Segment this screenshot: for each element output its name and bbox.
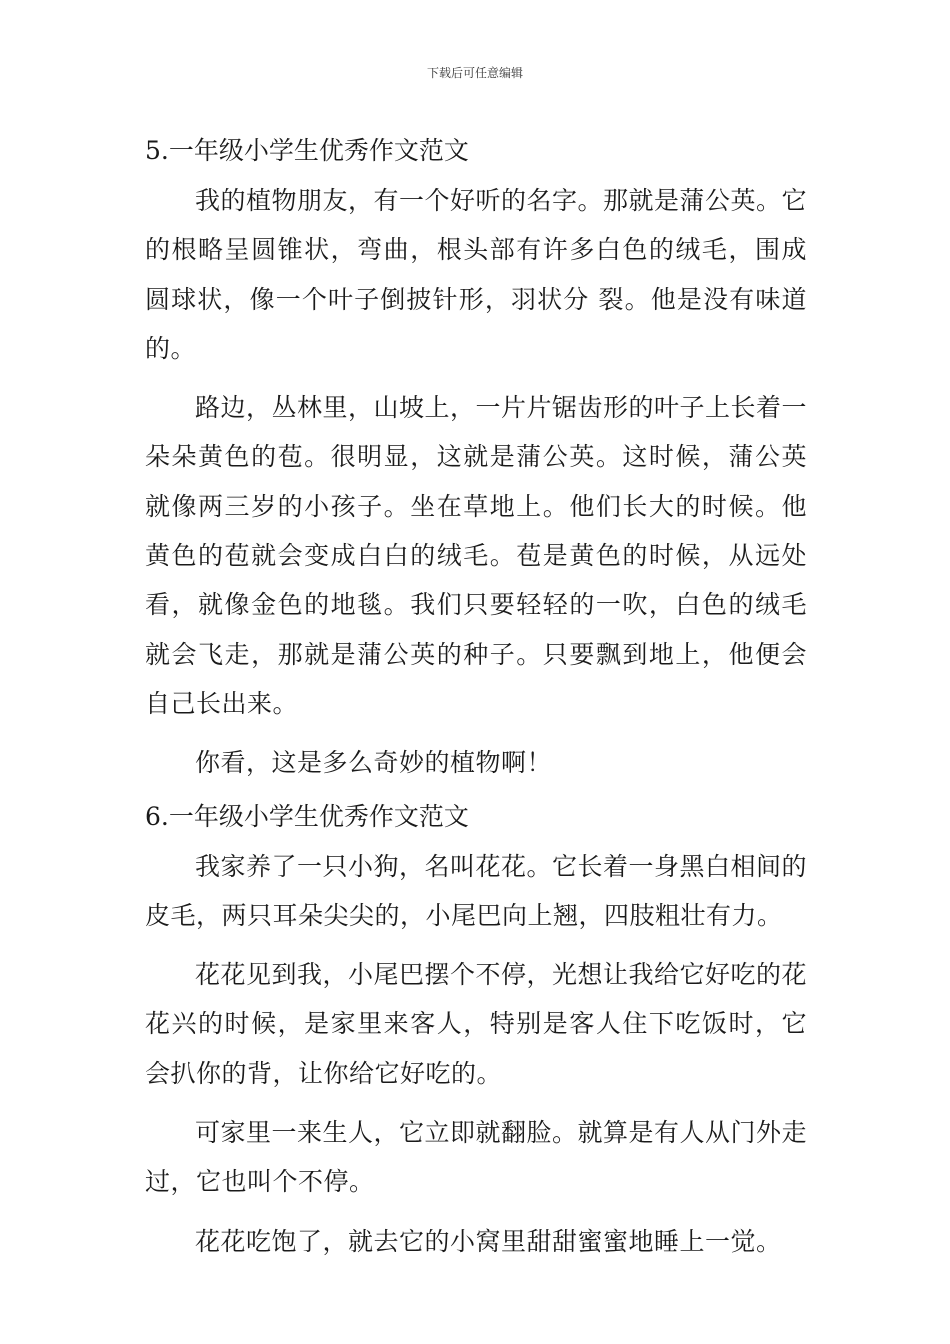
paragraph: 我家养了一只小狗，名叫花花。它长着一身黑白相间的皮毛，两只耳朵尖尖的，小尾巴向上翘，四肢粗壮有力。 <box>145 851 808 930</box>
essay-section-5 <box>145 126 807 788</box>
paragraph: 你看，这是多么奇妙的植物啊！ <box>195 748 553 778</box>
paragraph: 花花吃饱了，就去它的小窝里甜甜蜜蜜地睡上一觉。 <box>195 1226 782 1256</box>
section-heading: 5.一年级小学生优秀作文范文 <box>145 136 469 165</box>
paragraph: 可家里一来生人，它立即就翻脸。就算是有人从门外走过，它也叫个不停。 <box>145 1118 808 1197</box>
essay-section-6 <box>145 792 807 1266</box>
paragraph: 路边，丛林里，山坡上，一片片锯齿形的叶子上长着一朵朵黄色的苞。很明显，这就是蒲公英。这时候，蒲公英就像两三岁的小孩子。坐在草地上。他们长大的时候。他黄色的苞就会变成白白的绒毛。苞是黄色的时候，从远处看，就像金色的地毯。我们只要轻轻的一吹，白色的绒毛就会飞走，那就是蒲公英的种子。只要飘到地上，他便会自己长出来。 <box>145 393 808 718</box>
paragraph: 花花见到我，小尾巴摆个不停，光想让我给它好吃的花花兴的时候，是家里来客人，特别是客人住下吃饭时，它会扒你的背，让你给它好吃的。 <box>145 960 808 1088</box>
document-body <box>145 126 807 1276</box>
section-heading: 6.一年级小学生优秀作文范文 <box>145 801 469 831</box>
page-header-note: 下载后可任意编辑 <box>426 66 523 80</box>
paragraph: 我的植物朋友，有一个好听的名字。那就是蒲公英。它的根略呈圆锥状，弯曲，根头部有许多白色的绒毛，围成圆球状，像一个叶子倒披针形，羽状分 裂。他是没有味道的。 <box>145 186 808 363</box>
